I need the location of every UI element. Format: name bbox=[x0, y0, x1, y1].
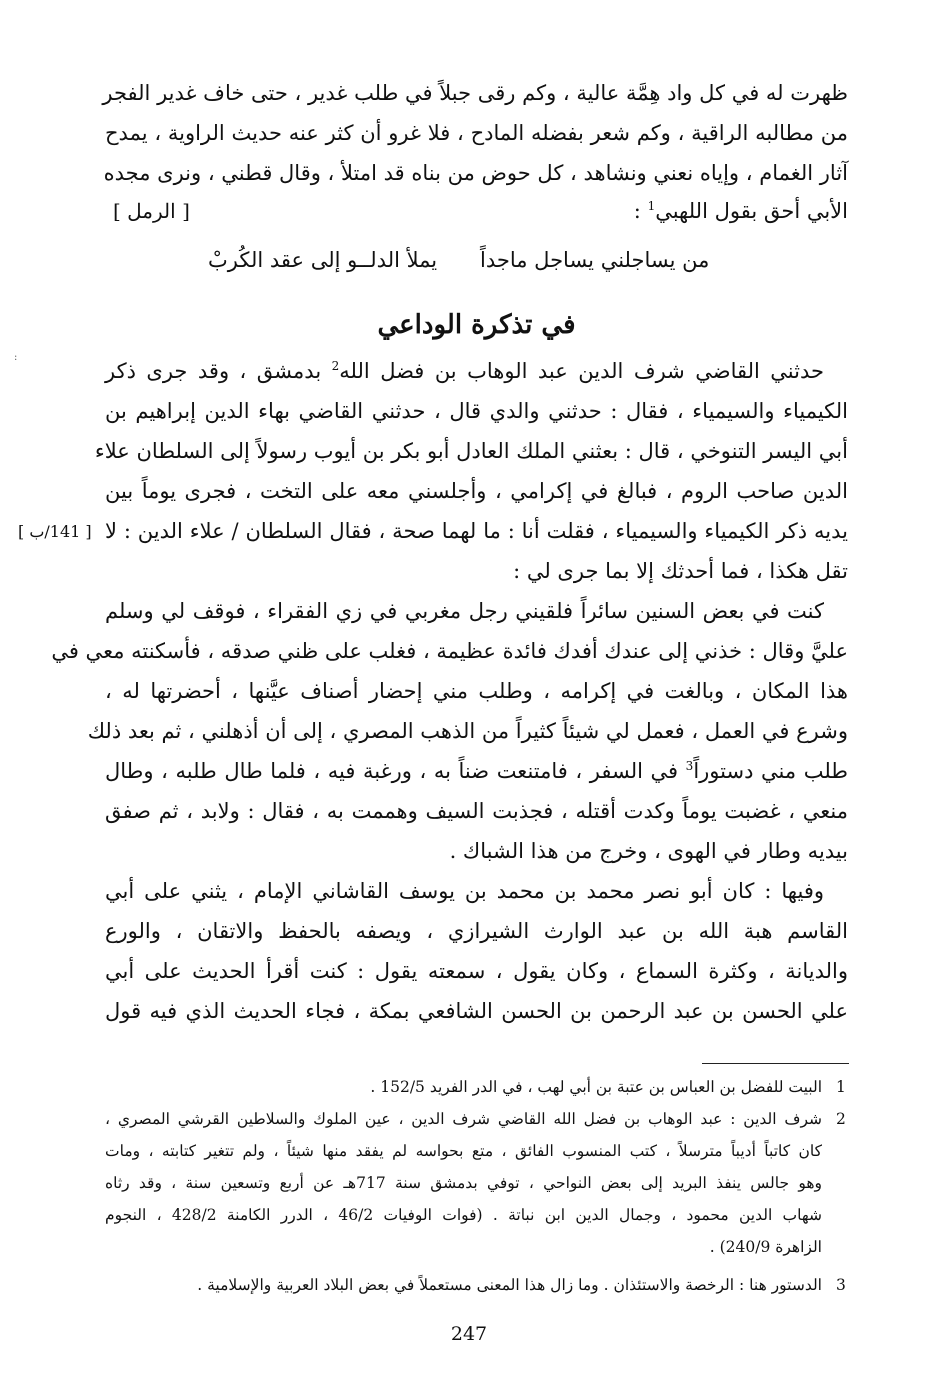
footnote-line: الزاهرة 240/9) . bbox=[709, 1238, 822, 1256]
footnote-line: شهاب الدين محمود ، وجمال الدين ابن نباتة . (فوات الوفيات 46/2 ، الدرر الكامنة 428/2 ، النجوم bbox=[105, 1206, 822, 1224]
footnote-ref-1: 1 bbox=[647, 199, 656, 213]
paragraph-line: وفيها : كان أبو نصر محمد بن محمد بن يوسف القاشاني الإمام ، يثني على أبي bbox=[105, 879, 824, 903]
footnote-separator bbox=[702, 1063, 849, 1064]
paragraph-line: بيديه وطار في الهوى ، وخرج من هذا الشباك . bbox=[449, 839, 848, 863]
paragraph-line: الدين صاحب الروم ، فبالغ في إكرامي ، وأجلسني معه على التخت ، فجرى يوماً بين bbox=[105, 479, 848, 503]
margin-folio-ref: [ 141/ب ] bbox=[18, 522, 92, 541]
paragraph-line: الكيمياء والسيمياء ، فقال : حدثني والدي قال ، حدثني القاضي بهاء الدين إبراهيم بن bbox=[105, 399, 848, 423]
intro-line: آثار الغمام ، وإياه نعني ونشاهد ، كل حوض من بناه قد امتلأ ، وقال قطني ، ونرى مجده bbox=[103, 161, 848, 185]
page-number: 247 bbox=[450, 1323, 488, 1345]
section-heading: في تذكرة الوداعي bbox=[377, 310, 576, 340]
footnote-number: 1 bbox=[836, 1078, 846, 1096]
paragraph-line: القاسم هبة الله بن عبد الوارث الشيرازي ، ويصفه بالحفظ والاتقان ، والورع bbox=[105, 919, 848, 943]
paragraph-line: منعي ، غضبت يوماً وكدت أقتله ، فجذبت السيف وهممت به ، فقال : ولابد ، ثم صفق bbox=[105, 799, 848, 823]
paragraph-line: أبي اليسر التنوخي ، قال : بعثني الملك العادل أبو بكر بن أيوب رسولاً إلى السلطان علاء bbox=[94, 439, 848, 463]
paragraph-line: تقل هكذا ، فما أحدثك إلا بما جرى لي : bbox=[513, 559, 848, 583]
verse-second-hemistich: يملأ الدلــو إلى عقد الكُربْ bbox=[208, 248, 438, 272]
paragraph-line: يديه ذكر الكيمياء والسيمياء ، فقلت أنا : ما لهما صحة ، فقال السلطان / علاء الدين : لا bbox=[105, 519, 848, 543]
paragraph-line bbox=[105, 356, 824, 386]
paragraph-line: كنت في بعض السنين سائراً فلقيني رجل مغربي في زي الفقراء ، فوقف لي وسلم bbox=[105, 599, 824, 623]
paragraph-line: علي الحسن بن عبد الرحمن بن الحسن الشافعي بمكة ، فجاء الحديث الذي فيه قول bbox=[105, 999, 848, 1023]
footnote-ref-2: 2 bbox=[331, 359, 340, 373]
paragraph-line: عليَّ وقال : خذني إلى عندك أفدك فائدة عظيمة ، فغلب على ظني صدقه ، فأسكنته معي في bbox=[51, 639, 848, 663]
meter-label: [ الرمل ] bbox=[113, 199, 190, 223]
footnote-line: وهو جالس ينفذ البريد إلى بعض النواحي ، توفي بدمشق سنة 717هـ عن أربع وتسعين سنة ، وقد رثاه bbox=[105, 1174, 823, 1192]
p2-line5-a: طلب مني دستوراً bbox=[693, 759, 848, 783]
paragraph-line: وشرع في العمل ، فعمل لي شيئاً كثيراً من الذهب المصري ، إلى أن أذهلني ، ثم بعد ذلك bbox=[87, 719, 848, 743]
p1-line1-b: بدمشق ، وقد جرى ذكر bbox=[105, 359, 332, 383]
intro-line: ظهرت له في كل واد هِمَّة عالية ، وكم رقى جبلاً في طلب غدير ، حتى خاف غدير الفجر bbox=[102, 81, 848, 105]
paragraph-line bbox=[105, 756, 848, 786]
footnote-number: 3 bbox=[836, 1276, 846, 1294]
footnote-line: البيت للفضل بن العباس بن عتبة بن أبي لهب ، في الدر الفريد 152/5 . bbox=[370, 1078, 822, 1096]
paragraph-line: هذا المكان ، وبالغت في إكرامه ، وطلب مني إحضار أصناف عيَّنها ، أحضرتها له ، bbox=[105, 679, 848, 703]
margin-mark: : bbox=[14, 352, 18, 363]
intro-line: من مطالبه الراقية ، وكم شعر بفضله المادح ، فلا غرو أن كثر عنه حديث الراوية ، يمدح bbox=[105, 121, 848, 145]
verse-first-hemistich: من يساجلني يساجل ماجداً bbox=[480, 248, 710, 272]
footnote-line: كان كاتباً أديباً مترسلاً ، كتب المنسوب الفائق ، متع بحواسه لم يفقد منها شيئاً ، ولم تتغير كتابته ، ومات bbox=[105, 1142, 822, 1160]
footnote-line: الدستور هنا : الرخصة والاستئذان . وما زال هذا المعنى مستعملاً في بعض البلاد العربية والإسلامية . bbox=[197, 1276, 822, 1294]
p2-line5-b: في السفر ، فامتنعت ضناً به ، ورغبة فيه ، فلما طال طلبه ، وطال bbox=[105, 759, 686, 783]
footnote-number: 2 bbox=[836, 1110, 846, 1128]
paragraph-line: والديانة ، وكثرة السماع ، وكان يقول ، سمعته يقول : كنت أقرأ الحديث على أبي bbox=[105, 959, 848, 983]
footnote-ref-3: 3 bbox=[685, 759, 694, 773]
p1-line1-a: حدثني القاضي شرف الدين عبد الوهاب بن فضل الله bbox=[339, 359, 824, 383]
footnote-line: شرف الدين : عبد الوهاب بن فضل الله القاضي شرف الدين ، عين الملوك والسلاطين القرشي المصري ، bbox=[105, 1110, 822, 1128]
intro-last-text: الأبي أحق بقول اللهبي bbox=[655, 199, 848, 223]
intro-last-end: : bbox=[633, 199, 648, 223]
intro-last-line bbox=[300, 196, 848, 226]
